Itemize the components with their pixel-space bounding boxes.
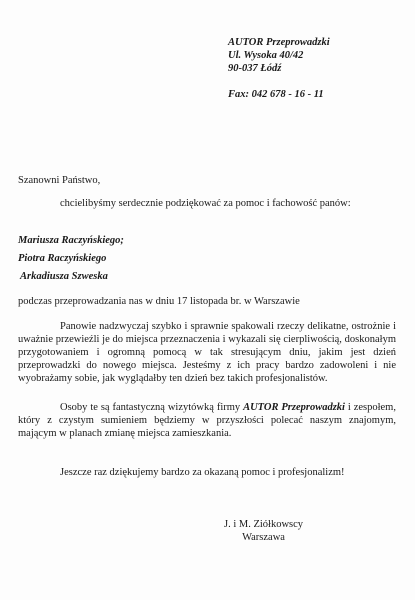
sender-city: 90-037 Łódź (228, 63, 282, 74)
names-list (18, 232, 124, 286)
sender-address-block (228, 36, 398, 101)
sender-street: Ul. Wysoka 40/42 (228, 50, 304, 61)
name-item: Arkadiusza Szweska (20, 271, 108, 282)
letter-paragraph-2 (18, 401, 396, 440)
signature-name: J. i M. Ziółkowscy (224, 519, 304, 530)
signature-place: Warszawa (242, 532, 285, 543)
letter-intro: chcielibyśmy serdecznie podziękować za pomoc i fachowość panów: (60, 198, 351, 209)
letter-salutation: Szanowni Państwo, (18, 175, 101, 186)
sender-fax: Fax: 042 678 - 16 - 11 (228, 89, 324, 100)
letter-paragraph-3: Jeszcze raz dziękujemy bardzo za okazaną pomoc i profesjonalizm! (60, 467, 345, 478)
letter-paragraph-1: Panowie nadzwyczaj szybko i sprawnie spakowali rzeczy delikatne, ostrożnie i uważnie przewieźli je do miejsca przeznaczenia i wykazali się cierpliwością, doskonałym przygotowaniem i ogromną pomocą w tak stresującym dniu, jakim jest dzień przeprowadzki do nowego miejsca. Jesteśmy z ich pracy bardzo zadowoleni i nie wyobrażamy sobie, jak wyglądałby ten dzień bez takich profesjonalistów. (18, 321, 396, 384)
paragraph-2-firm-name: AUTOR Przeprowadzki (243, 402, 345, 413)
letter-occasion: podczas przeprowadzania nas w dniu 17 listopada br. w Warszawie (18, 296, 300, 307)
sender-company: AUTOR Przeprowadzki (228, 37, 330, 48)
name-item: Mariusza Raczyńskiego; (18, 235, 124, 246)
signature-block (224, 518, 303, 544)
paragraph-2-end: i zespołem, który z czystym sumieniem będziemy w przyszłości polecać naszym znajomym, mającym w planach zmianę miejsca zamieszkania. (18, 402, 396, 439)
paragraph-2-start: Osoby te są fantastyczną wizytówką firmy (60, 402, 244, 413)
name-item: Piotra Raczyńskiego (18, 253, 107, 264)
